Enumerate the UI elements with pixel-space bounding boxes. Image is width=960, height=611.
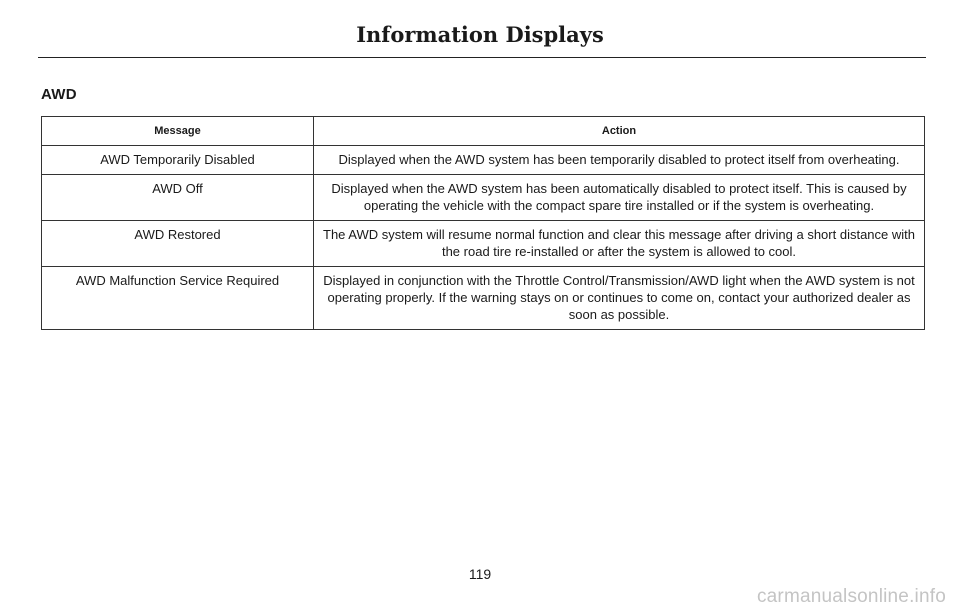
message-cell: AWD Temporarily Disabled — [42, 146, 314, 175]
action-cell: Displayed when the AWD system has been automatically disabled to protect itself. This is caused by operating the vehicle with the compact spare tire installed or if the system is overheating. — [314, 175, 925, 221]
column-header-message: Message — [42, 117, 314, 146]
page-header — [0, 0, 960, 58]
action-cell: Displayed when the AWD system has been temporarily disabled to protect itself from overheating. — [314, 146, 925, 175]
action-cell: The AWD system will resume normal function and clear this message after driving a short distance with the road tire re-installed or after the system is allowed to cool. — [314, 221, 925, 267]
watermark: carmanualsonline.info — [756, 586, 946, 607]
table-row — [42, 146, 925, 175]
awd-messages-table — [41, 116, 925, 330]
column-header-action: Action — [314, 117, 925, 146]
header-divider — [38, 57, 926, 58]
message-cell: AWD Restored — [42, 221, 314, 267]
table-row — [42, 267, 925, 330]
table-header-row — [42, 117, 925, 146]
page-title: Information Displays — [356, 22, 604, 47]
table-row — [42, 175, 925, 221]
section-heading: AWD — [41, 86, 77, 103]
message-cell: AWD Malfunction Service Required — [42, 267, 314, 330]
message-cell: AWD Off — [42, 175, 314, 221]
table-row — [42, 221, 925, 267]
action-cell: Displayed in conjunction with the Throttle Control/Transmission/AWD light when the AWD system is not operating properly. If the warning stays on or continues to come on, contact your authorized dealer as soon as possible. — [314, 267, 925, 330]
page-number: 119 — [468, 566, 492, 582]
